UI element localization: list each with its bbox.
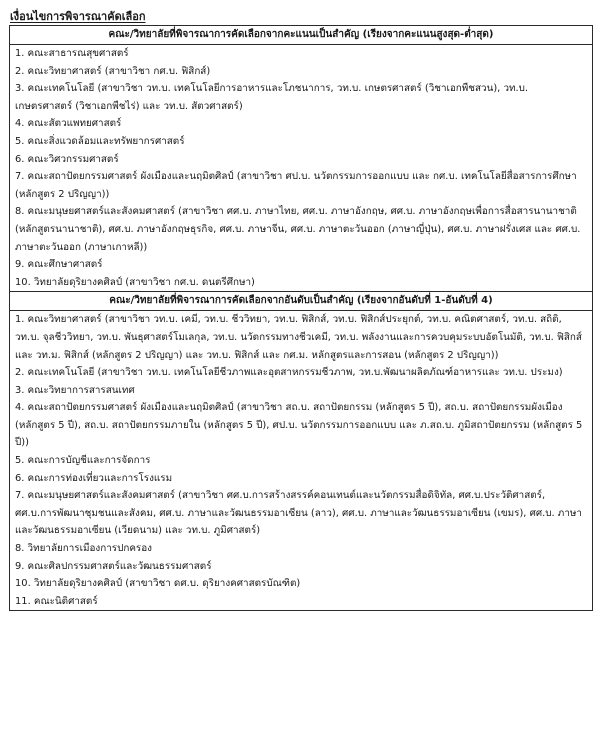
rank-section-header-row bbox=[10, 292, 593, 311]
list-item: 4. คณะสัตวแพทยศาสตร์ bbox=[15, 118, 122, 130]
list-item: 6. คณะการท่องเที่ยวและการโรงแรม bbox=[15, 472, 173, 484]
list-item: 9. คณะศิลปกรรมศาสตร์และวัฒนธรรมศาสตร์ bbox=[15, 560, 212, 572]
list-item: 2. คณะเทคโนโลยี (สาขาวิชา วท.บ. เทคโนโลยีชีวภาพและอุตสาหกรรมชีวภาพ, วท.บ.พัฒนาผลิตภัณฑ์อาหารและ วท.บ. ประมง) bbox=[15, 367, 563, 379]
list-item: 9. คณะศึกษาศาสตร์ bbox=[15, 259, 103, 271]
list-item: 10. วิทยาลัยดุริยางคศิลป์ (สาขาวิชา กศ.บ. ดนตรีศึกษา) bbox=[15, 276, 255, 288]
list-item: 7. คณะสถาปัตยกรรมศาสตร์ ผังเมืองและนฤมิตศิลป์ (สาขาวิชา ศป.บ. นวัตกรรมการออกแบบ และ กศ.บ. เทคโนโลยีสื่อสารการศึกษา (หลักสูตร 2 ปริญญา)) bbox=[15, 171, 577, 200]
list-item: 6. คณะวิศวกรรมศาสตร์ bbox=[15, 153, 119, 165]
list-item: 10. วิทยาลัยดุริยางคศิลป์ (สาขาวิชา ดศ.บ. ดุริยางคศาสตรบัณฑิต) bbox=[15, 578, 301, 590]
list-item: 8. คณะมนุษยศาสตร์และสังคมศาสตร์ (สาขาวิชา ศศ.บ. ภาษาไทย, ศศ.บ. ภาษาอังกฤษ, ศศ.บ. ภาษาอังกฤษเพื่อการสื่อสารนานาชาติ (หลักสูตรนานาชาติ), ศศ.บ. ภาษาอังกฤษธุรกิจ, ศศ.บ. ภาษาจีน, ศศ.บ. ภาษาตะวันออก (ภาษาญี่ปุ่น), ศศ.บ. ภาษาฝรั่งเศส และ ศศ.บ. ภาษาตะวันออก (ภาษาเกาหลี)) bbox=[15, 206, 581, 253]
list-item: 5. คณะการบัญชีและการจัดการ bbox=[15, 455, 151, 467]
score-section-list bbox=[10, 45, 593, 292]
list-item: 7. คณะมนุษยศาสตร์และสังคมศาสตร์ (สาขาวิชา ศศ.บ.การสร้างสรรค์คอนเทนต์และนวัตกรรมสื่อดิจิทัล, ศศ.บ.ประวัติศาสตร์, ศศ.บ.การพัฒนาชุมชนและสังคม, ศศ.บ. ภาษาและวัฒนธรรมอาเซียน (ลาว), ศศ.บ. ภาษาและวัฒนธรรมอาเซียน (เขมร), ศศ.บ. ภาษาและวัฒนธรรมอาเซียน (เวียดนาม) และ วท.บ. ภูมิศาสตร์) bbox=[15, 490, 582, 537]
document-title: เงื่อนไขการพิจารณาคัดเลือก bbox=[10, 10, 146, 23]
criteria-table bbox=[9, 25, 593, 611]
score-section-header: คณะ/วิทยาลัยที่พิจารณาการคัดเลือกจากคะแนนเป็นสำคัญ (เรียงจากคะแนนสูงสุด-ต่ำสุด) bbox=[10, 26, 593, 45]
score-section-body-row bbox=[10, 45, 593, 292]
list-item: 5. คณะสิ่งแวดล้อมและทรัพยากรศาสตร์ bbox=[15, 135, 185, 147]
list-item: 4. คณะสถาปัตยกรรมศาสตร์ ผังเมืองและนฤมิตศิลป์ (สาขาวิชา สถ.บ. สถาปัตยกรรม (หลักสูตร 5 ปี), สถ.บ. สถาปัตยกรรมผังเมือง (หลักสูตร 5 ปี), สถ.บ. สถาปัตยกรรมภายใน (หลักสูตร 5 ปี), ศป.บ. นวัตกรรมการออกแบบ และ ภ.สถ.บ. ภูมิสถาปัตยกรรม (หลักสูตร 5 ปี)) bbox=[15, 402, 583, 449]
list-item: 11. คณะนิติศาสตร์ bbox=[15, 595, 98, 607]
rank-section-body-row bbox=[10, 311, 593, 611]
list-item: 1. คณะสาธารณสุขศาสตร์ bbox=[15, 48, 129, 59]
list-item: 3. คณะเทคโนโลยี (สาขาวิชา วท.บ. เทคโนโลยีการอาหารและโภชนาการ, วท.บ. เกษตรศาสตร์ (วิชาเอกพืชสวน), วท.บ. เกษตรศาสตร์ (วิชาเอกพืชไร่) และ วท.บ. สัตวศาสตร์) bbox=[15, 83, 529, 112]
list-item: 1. คณะวิทยาศาสตร์ (สาขาวิชา วท.บ. เคมี, วท.บ. ชีววิทยา, วท.บ. ฟิสิกส์, วท.บ. ฟิสิกส์ประยุกต์, วท.บ. คณิตศาสตร์, วท.บ. สถิติ, วท.บ. จุลชีววิทยา, วท.บ. พันธุศาสตร์โมเลกุล, วท.บ. นวัตกรรมทางชีวเคมี, วท.บ. พลังงานและการควบคุมระบบอัตโนมัติ, วท.บ. ฟิสิกส์ และ วท.ม. ฟิสิกส์ (หลักสูตร 2 ปริญญา) และ วท.บ. ฟิสิกส์ และ กศ.ม. หลักสูตรและการสอน (หลักสูตร 2 ปริญญา)) bbox=[15, 314, 582, 361]
list-item: 2. คณะวิทยาศาสตร์ (สาขาวิชา กศ.บ. ฟิสิกส์) bbox=[15, 65, 211, 77]
list-item: 8. วิทยาลัยการเมืองการปกครอง bbox=[15, 543, 152, 555]
rank-section-list bbox=[10, 311, 593, 611]
list-item: 3. คณะวิทยาการสารสนเทศ bbox=[15, 384, 135, 396]
rank-section-header: คณะ/วิทยาลัยที่พิจารณาการคัดเลือกจากอันดับเป็นสำคัญ (เรียงจากอันดับที่ 1-อันดับที่ 4) bbox=[10, 292, 593, 311]
score-section-header-row bbox=[10, 26, 593, 45]
